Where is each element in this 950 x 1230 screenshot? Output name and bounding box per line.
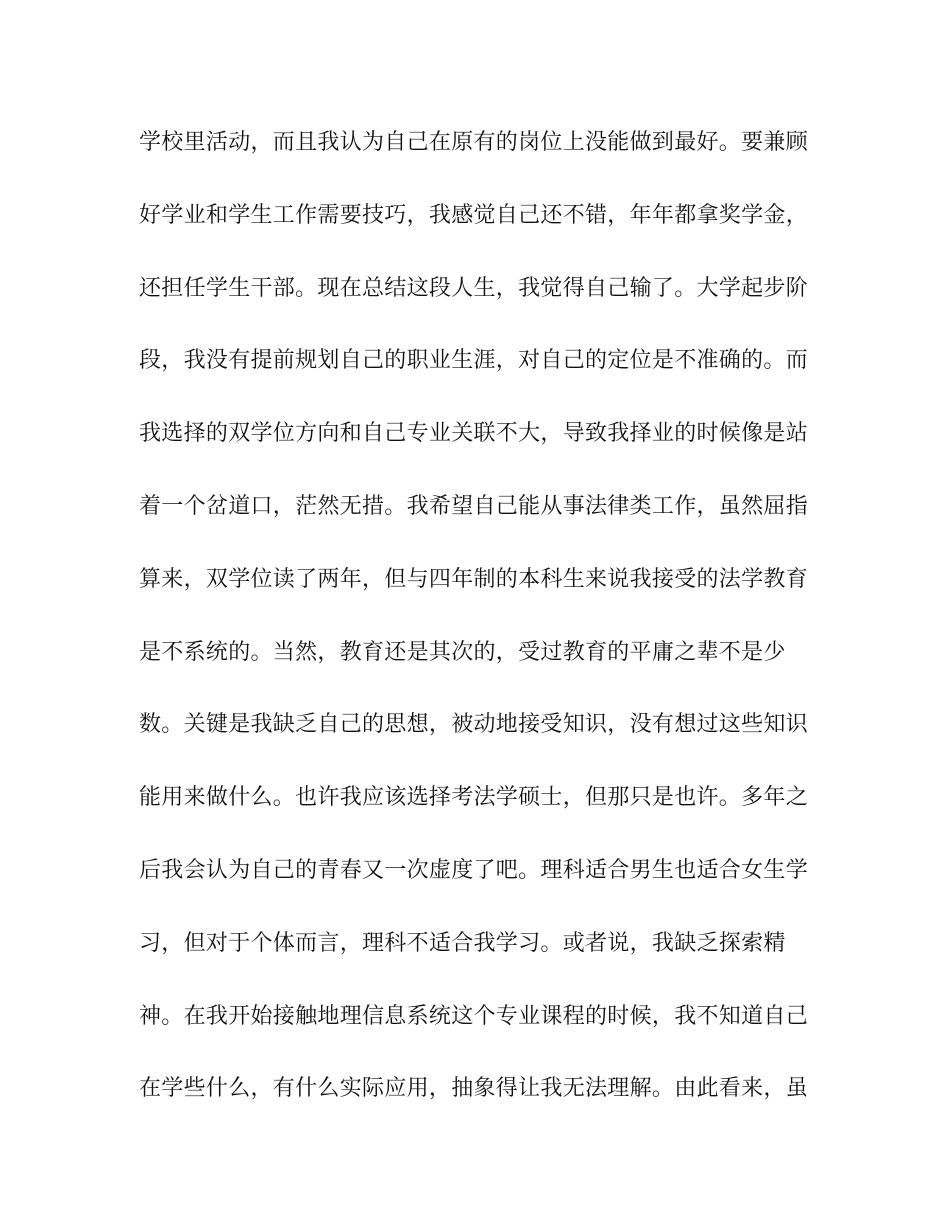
text-line: 数。关键是我缺乏自己的思想，被动地接受知识，没有想过这些知识 xyxy=(139,712,809,738)
text-line: 我选择的双学位方向和自己专业关联不大，导致我择业的时候像是站 xyxy=(139,421,809,447)
text-line: 还担任学生干部。现在总结这段人生，我觉得自己输了。大学起步阶 xyxy=(139,275,809,301)
text-line: 是不系统的。当然，教育还是其次的，受过教育的平庸之辈不是少 xyxy=(139,639,786,665)
text-line: 好学业和学生工作需要技巧，我感觉自己还不错，年年都拿奖学金， xyxy=(139,202,809,228)
text-line: 算来，双学位读了两年，但与四年制的本科生来说我接受的法学教育 xyxy=(139,566,809,592)
text-line: 段，我没有提前规划自己的职业生涯，对自己的定位是不准确的。而 xyxy=(139,348,809,374)
text-line: 着一个岔道口，茫然无措。我希望自己能从事法律类工作，虽然屈指 xyxy=(139,493,809,519)
text-line: 习，但对于个体而言，理科不适合我学习。或者说，我缺乏探索精 xyxy=(139,930,786,956)
body-text xyxy=(139,121,809,1140)
text-line: 能用来做什么。也许我应该选择考法学硕士，但那只是也许。多年之 xyxy=(139,785,809,811)
text-line: 在学些什么，有什么实际应用，抽象得让我无法理解。由此看来，虽 xyxy=(139,1076,809,1102)
text-line: 后我会认为自己的青春又一次虚度了吧。理科适合男生也适合女生学 xyxy=(139,857,809,883)
text-line: 神。在我开始接触地理信息系统这个专业课程的时候，我不知道自己 xyxy=(139,1003,809,1029)
text-line: 学校里活动，而且我认为自己在原有的岗位上没能做到最好。要兼顾 xyxy=(139,130,809,155)
